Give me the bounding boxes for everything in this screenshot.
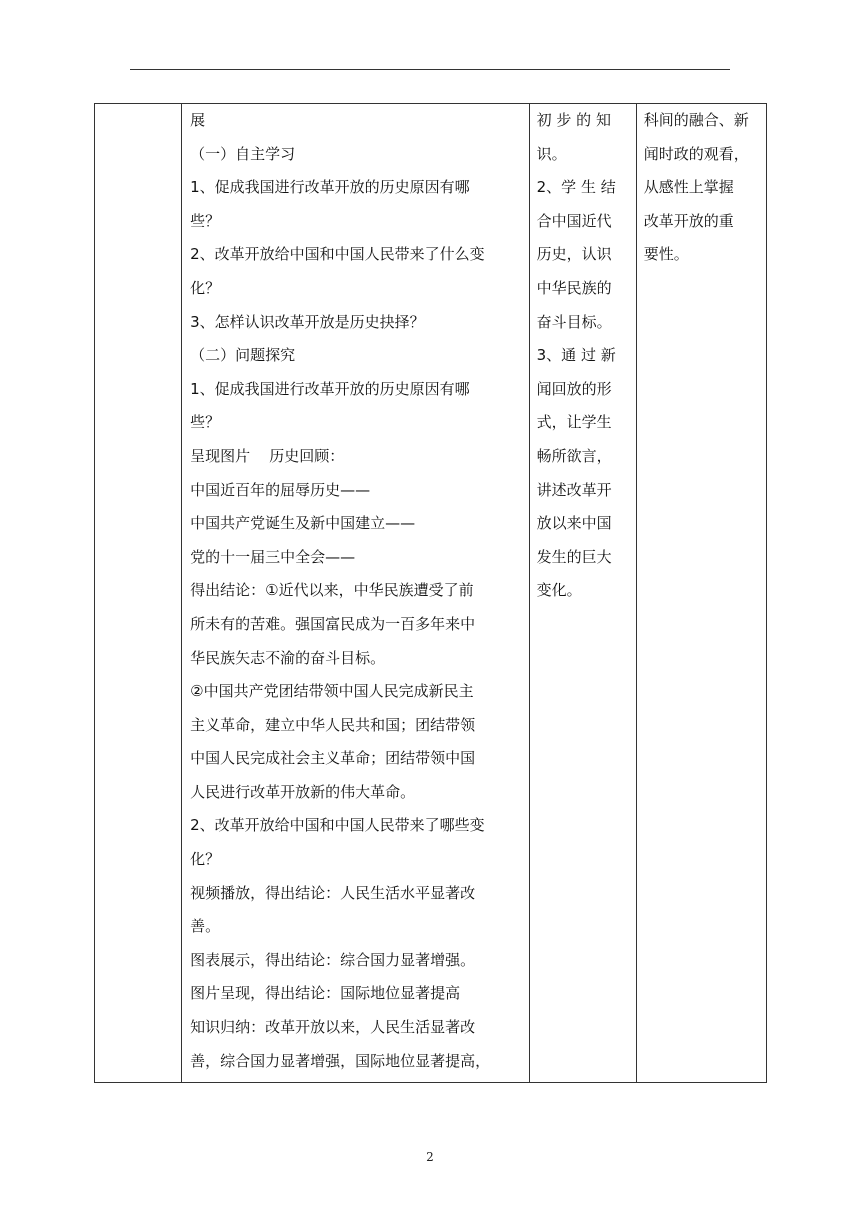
student-activity-line: 式，让学生 [536, 413, 612, 432]
activity-line: 些？ [190, 413, 221, 432]
activity-line: 视频播放，得出结论：人民生活水平显著改 [190, 883, 476, 902]
activity-line: 中国人民完成社会主义革命；团结带领中国 [190, 749, 476, 768]
header-rule [130, 69, 730, 70]
intent-cell [636, 104, 766, 1083]
activity-line: （二）问题探究 [190, 346, 296, 365]
student-activity-line: 合中国近代 [536, 211, 612, 230]
lesson-plan-table [94, 103, 767, 1083]
activity-line: 中国共产党诞生及新中国建立—— [190, 514, 416, 533]
activity-line: 化？ [190, 850, 221, 869]
activity-line: 善，综合国力显著增强，国际地位显著提高， [190, 1051, 491, 1070]
activity-line: 3、怎样认识改革开放是历史抉择？ [190, 312, 425, 331]
activity-line: （一）自主学习 [190, 144, 296, 163]
activity-line: 1、促成我国进行改革开放的历史原因有哪 [190, 379, 470, 398]
activity-line: 化？ [190, 278, 221, 297]
activity-line: 知识归纳：改革开放以来，人民生活显著改 [190, 1018, 476, 1037]
activity-line: 得出结论：①近代以来，中华民族遭受了前 [190, 581, 474, 600]
activity-line: 图表展示，得出结论：综合国力显著增强。 [190, 950, 476, 969]
student-activity-line: 历史，认识 [536, 245, 612, 264]
table-row [95, 104, 767, 1083]
activity-line: 中国近百年的屈辱历史—— [190, 480, 371, 499]
student-activity-line: 识。 [536, 144, 567, 163]
design-intent-line: 闻时政的观看， [643, 144, 749, 163]
activity-line: 华民族矢志不渝的奋斗目标。 [190, 648, 386, 667]
activity-line: 些？ [190, 211, 221, 230]
activity-line: 2、改革开放给中国和中国人民带来了哪些变 [190, 816, 485, 835]
design-intent-line: 从感性上掌握 [643, 178, 734, 197]
activity-line: 主义革命，建立中华人民共和国；团结带领 [190, 715, 476, 734]
student-activity-line: 初 步 的 知 [536, 111, 611, 129]
activity-line: 图片呈现，得出结论：国际地位显著提高 [190, 984, 461, 1003]
student-cell [529, 104, 636, 1083]
student-activity-line: 中华民族的 [536, 278, 612, 297]
student-activity-line: 变化。 [536, 581, 582, 600]
activity-text [182, 104, 529, 1078]
student-activity-line: 畅所欲言， [536, 446, 612, 465]
activity-line: ②中国共产党团结带领中国人民完成新民主 [190, 682, 474, 701]
design-intent-line: 改革开放的重 [643, 211, 734, 230]
page-number: 2 [426, 1150, 434, 1164]
student-activity-line: 发生的巨大 [536, 547, 612, 566]
design-intent-line: 要性。 [643, 245, 689, 264]
activity-line: 善。 [190, 917, 221, 936]
activity-cell [182, 104, 530, 1083]
student-activity-line: 奋斗目标。 [536, 312, 612, 331]
student-activity-line: 3、通 过 新 [536, 346, 616, 365]
stage-cell [95, 104, 182, 1083]
student-activity-line: 2、学 生 结 [536, 178, 616, 197]
activity-line: 人民进行改革开放新的伟大革命。 [190, 782, 416, 801]
student-activity-line: 闻回放的形 [536, 379, 612, 398]
student-activity-text [530, 104, 636, 608]
activity-line: 1、促成我国进行改革开放的历史原因有哪 [190, 178, 470, 197]
student-activity-line: 放以来中国 [536, 514, 612, 533]
activity-line: 所未有的苦难。强国富民成为一百多年来中 [190, 614, 476, 633]
activity-line: 2、改革开放给中国和中国人民带来了什么变 [190, 245, 485, 264]
activity-line: 党的十一届三中全会—— [190, 547, 356, 566]
activity-line: 呈现图片 历史回顾： [190, 446, 345, 465]
design-intent-text [637, 104, 766, 272]
student-activity-line: 讲述改革开 [536, 480, 612, 499]
activity-line: 展 [190, 111, 206, 129]
design-intent-line: 科间的融合、新 [643, 111, 749, 129]
